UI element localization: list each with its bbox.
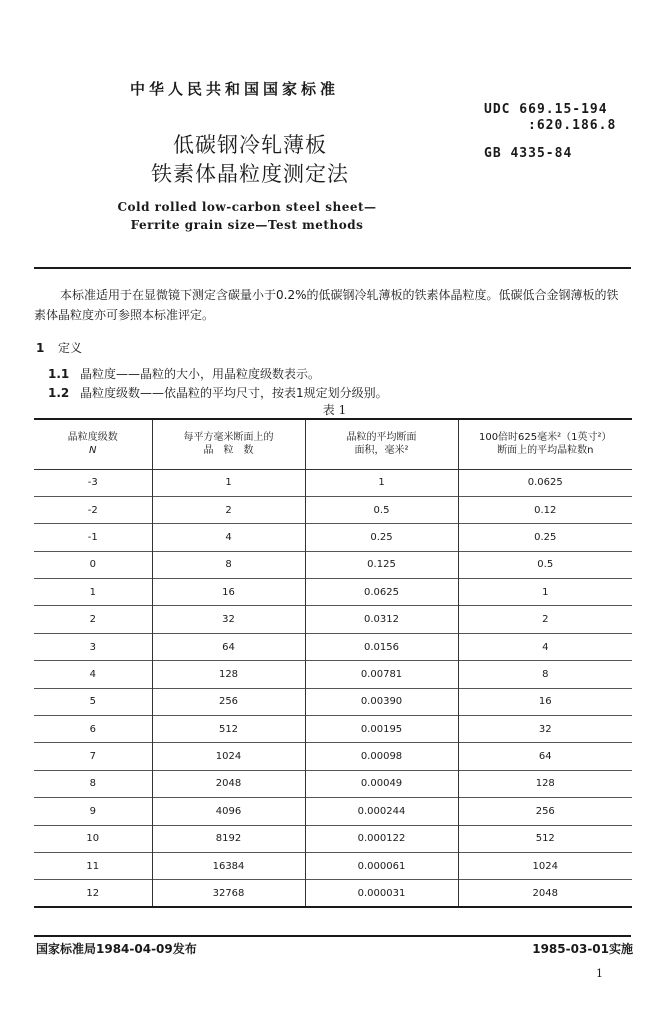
- table-cell: 10: [34, 825, 152, 852]
- table-cell: -3: [34, 469, 152, 496]
- table-cell: 0.000061: [305, 852, 458, 879]
- table-cell: 32: [458, 716, 632, 743]
- table-cell: 0.00098: [305, 743, 458, 770]
- table-cell: 0: [34, 551, 152, 578]
- table-cell: 32768: [152, 880, 305, 907]
- table-cell: 0.00195: [305, 716, 458, 743]
- definition-1-2-number: 1.2: [48, 386, 70, 400]
- table-row: [34, 661, 632, 688]
- definition-1-1-text: 晶粒度——晶粒的大小，用晶粒度级数表示。: [80, 367, 321, 381]
- table-cell: 0.0625: [458, 469, 632, 496]
- section-1-number: 1: [36, 341, 45, 355]
- table-row: [34, 579, 632, 606]
- table-cell: 8: [34, 770, 152, 797]
- section-1-title: 定义: [58, 341, 83, 355]
- table-cell: 0.25: [458, 524, 632, 551]
- table-cell: 8192: [152, 825, 305, 852]
- table-header-row: [34, 419, 632, 469]
- definition-1-2: [48, 384, 388, 401]
- table-cell: 64: [152, 633, 305, 660]
- definition-1-2-text: 晶粒度级数——依晶粒的平均尺寸，按表1规定划分级别。: [80, 386, 388, 400]
- table-row: [34, 496, 632, 523]
- table-cell: 0.12: [458, 496, 632, 523]
- table-cell: 1: [458, 579, 632, 606]
- table-row: [34, 825, 632, 852]
- table-cell: 1024: [458, 852, 632, 879]
- table-row: [34, 880, 632, 907]
- table-row: [34, 551, 632, 578]
- standard-label: 中华人民共和国国家标准: [130, 80, 340, 98]
- table-cell: 2: [152, 496, 305, 523]
- udc-code: [484, 102, 616, 134]
- effective-date: 1985-03-01实施: [532, 942, 633, 956]
- table-row: [34, 688, 632, 715]
- definition-1-1-number: 1.1: [48, 367, 70, 381]
- table-caption: 表 1: [322, 403, 347, 417]
- title-en-line-1: Cold rolled low-carbon steel sheet—: [117, 200, 377, 214]
- table-cell: 7: [34, 743, 152, 770]
- table-cell: 0.25: [305, 524, 458, 551]
- gb-number: GB 4335-84: [484, 146, 573, 161]
- table-cell: 4: [152, 524, 305, 551]
- table-row: [34, 770, 632, 797]
- table-cell: 12: [34, 880, 152, 907]
- table-cell: -2: [34, 496, 152, 523]
- table-cell: 0.000031: [305, 880, 458, 907]
- page-number: 1: [596, 967, 603, 980]
- header-grain-number: 晶粒度级数 N: [34, 419, 152, 469]
- table-row: [34, 716, 632, 743]
- table-cell: 0.00390: [305, 688, 458, 715]
- table-cell: 6: [34, 716, 152, 743]
- table-cell: 64: [458, 743, 632, 770]
- table-cell: -1: [34, 524, 152, 551]
- table-cell: 0.5: [305, 496, 458, 523]
- table-cell: 0.00049: [305, 770, 458, 797]
- table-cell: 0.0625: [305, 579, 458, 606]
- top-rule: [34, 267, 631, 269]
- table-cell: 512: [152, 716, 305, 743]
- header-mean-area: 晶粒的平均断面 面积，毫米²: [305, 419, 458, 469]
- udc-line-1: UDC 669.15-194: [484, 102, 608, 117]
- table-cell: 8: [458, 661, 632, 688]
- table-cell: 16384: [152, 852, 305, 879]
- header-grains-at-100x: 100倍时625毫米²（1英寸²） 断面上的平均晶粒数n: [458, 419, 632, 469]
- table-cell: 0.0312: [305, 606, 458, 633]
- grain-size-table: [34, 418, 632, 908]
- table-cell: 1: [305, 469, 458, 496]
- title-en-line-2: Ferrite grain size—Test methods: [130, 218, 364, 232]
- table-row: [34, 798, 632, 825]
- table-cell: 1: [152, 469, 305, 496]
- table-row: [34, 524, 632, 551]
- table-cell: 0.0156: [305, 633, 458, 660]
- table-row: [34, 469, 632, 496]
- table-cell: 1024: [152, 743, 305, 770]
- table-cell: 128: [152, 661, 305, 688]
- table-cell: 4: [34, 661, 152, 688]
- intro-paragraph: 本标准适用于在显微镜下测定含碳量小于0.2%的低碳钢冷轧薄板的铁素体晶粒度。低碳低合金钢薄板的铁素体晶粒度亦可参照本标准评定。: [34, 288, 619, 322]
- title-cn-line-2: 铁素体晶粒度测定法: [151, 162, 349, 186]
- table-cell: 9: [34, 798, 152, 825]
- table-cell: 2: [34, 606, 152, 633]
- table-row: [34, 743, 632, 770]
- table-row: [34, 852, 632, 879]
- table-row: [34, 606, 632, 633]
- table-cell: 2048: [458, 880, 632, 907]
- table-row: [34, 633, 632, 660]
- table-cell: 4: [458, 633, 632, 660]
- table-cell: 8: [152, 551, 305, 578]
- table-cell: 512: [458, 825, 632, 852]
- table-cell: 16: [152, 579, 305, 606]
- table-cell: 0.5: [458, 551, 632, 578]
- table-cell: 128: [458, 770, 632, 797]
- table-cell: 4096: [152, 798, 305, 825]
- table-cell: 0.00781: [305, 661, 458, 688]
- table-cell: 0.125: [305, 551, 458, 578]
- table-cell: 2: [458, 606, 632, 633]
- title-cn-line-1: 低碳钢冷轧薄板: [173, 133, 327, 157]
- table-cell: 256: [458, 798, 632, 825]
- table-cell: 3: [34, 633, 152, 660]
- table-cell: 32: [152, 606, 305, 633]
- section-1-heading: [36, 339, 82, 356]
- header-grains-per-mm2: 每平方毫米断面上的 晶 粒 数: [152, 419, 305, 469]
- table-cell: 16: [458, 688, 632, 715]
- udc-line-2: :620.186.8: [528, 118, 617, 133]
- table-cell: 5: [34, 688, 152, 715]
- bottom-rule: [34, 935, 631, 937]
- table-cell: 0.000244: [305, 798, 458, 825]
- table-cell: 11: [34, 852, 152, 879]
- table-cell: 256: [152, 688, 305, 715]
- definition-1-1: [48, 365, 320, 382]
- issue-date: 国家标准局1984-04-09发布: [36, 942, 197, 956]
- table-cell: 1: [34, 579, 152, 606]
- table-cell: 2048: [152, 770, 305, 797]
- table-cell: 0.000122: [305, 825, 458, 852]
